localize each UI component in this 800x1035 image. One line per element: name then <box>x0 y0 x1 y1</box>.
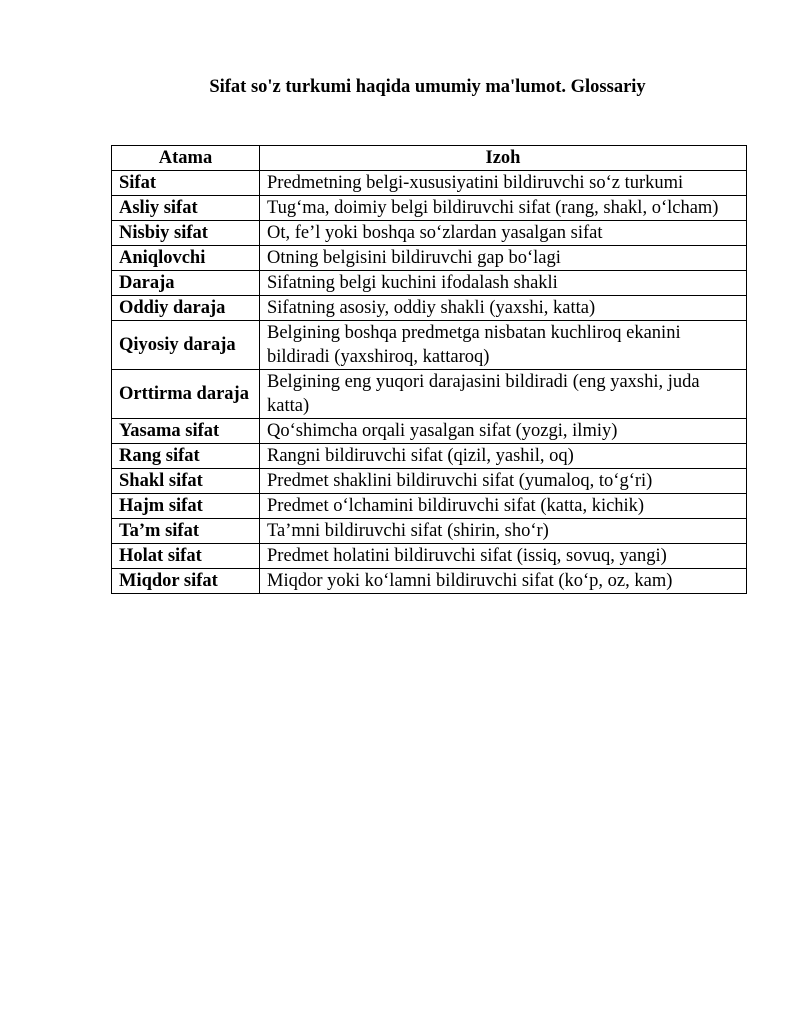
term-cell: Asliy sifat <box>112 196 260 221</box>
term-cell: Orttirma daraja <box>112 370 260 419</box>
table-row <box>112 519 747 544</box>
term-cell: Miqdor sifat <box>112 569 260 594</box>
table-row <box>112 321 747 370</box>
definition-cell: Predmet holatini bildiruvchi sifat (issiq, sovuq, yangi) <box>260 544 747 569</box>
table-row <box>112 569 747 594</box>
definition-cell: Sifatning asosiy, oddiy shakli (yaxshi, katta) <box>260 296 747 321</box>
table-row <box>112 370 747 419</box>
table-row <box>112 271 747 296</box>
table-row <box>112 544 747 569</box>
definition-cell: Predmetning belgi-xususiyatini bildiruvchi so‘z turkumi <box>260 171 747 196</box>
definition-cell: Tug‘ma, doimiy belgi bildiruvchi sifat (rang, shakl, o‘lcham) <box>260 196 747 221</box>
definition-cell: Rangni bildiruvchi sifat (qizil, yashil, oq) <box>260 444 747 469</box>
table-row <box>112 494 747 519</box>
term-cell: Aniqlovchi <box>112 246 260 271</box>
definition-cell: Miqdor yoki ko‘lamni bildiruvchi sifat (ko‘p, oz, kam) <box>260 569 747 594</box>
definition-cell: Predmet shaklini bildiruvchi sifat (yumaloq, to‘g‘ri) <box>260 469 747 494</box>
page-title: Sifat so'z turkumi haqida umumiy ma'lumot. Glossariy <box>209 77 646 97</box>
definition-cell: Ot, fe’l yoki boshqa so‘zlardan yasalgan sifat <box>260 221 747 246</box>
table-row <box>112 221 747 246</box>
glossary-table <box>111 145 747 594</box>
term-cell: Rang sifat <box>112 444 260 469</box>
column-header-term: Atama <box>112 146 260 171</box>
term-cell: Oddiy daraja <box>112 296 260 321</box>
term-cell: Daraja <box>112 271 260 296</box>
term-cell: Sifat <box>112 171 260 196</box>
table-row <box>112 419 747 444</box>
term-cell: Holat sifat <box>112 544 260 569</box>
table-row <box>112 444 747 469</box>
definition-cell: Belgining eng yuqori darajasini bildiradi (eng yaxshi, juda katta) <box>260 370 747 419</box>
term-cell: Ta’m sifat <box>112 519 260 544</box>
table-row <box>112 196 747 221</box>
term-cell: Shakl sifat <box>112 469 260 494</box>
term-cell: Hajm sifat <box>112 494 260 519</box>
definition-cell: Belgining boshqa predmetga nisbatan kuchliroq ekanini bildiradi (yaxshiroq, kattaroq) <box>260 321 747 370</box>
term-cell: Qiyosiy daraja <box>112 321 260 370</box>
definition-cell: Qo‘shimcha orqali yasalgan sifat (yozgi, ilmiy) <box>260 419 747 444</box>
definition-cell: Predmet o‘lchamini bildiruvchi sifat (katta, kichik) <box>260 494 747 519</box>
definition-cell: Otning belgisini bildiruvchi gap bo‘lagi <box>260 246 747 271</box>
term-cell: Yasama sifat <box>112 419 260 444</box>
table-row <box>112 296 747 321</box>
term-cell: Nisbiy sifat <box>112 221 260 246</box>
table-row <box>112 246 747 271</box>
definition-cell: Ta’mni bildiruvchi sifat (shirin, sho‘r) <box>260 519 747 544</box>
table-header-row <box>112 146 747 171</box>
table-row <box>112 171 747 196</box>
column-header-definition: Izoh <box>260 146 747 171</box>
table-row <box>112 469 747 494</box>
definition-cell: Sifatning belgi kuchini ifodalash shakli <box>260 271 747 296</box>
